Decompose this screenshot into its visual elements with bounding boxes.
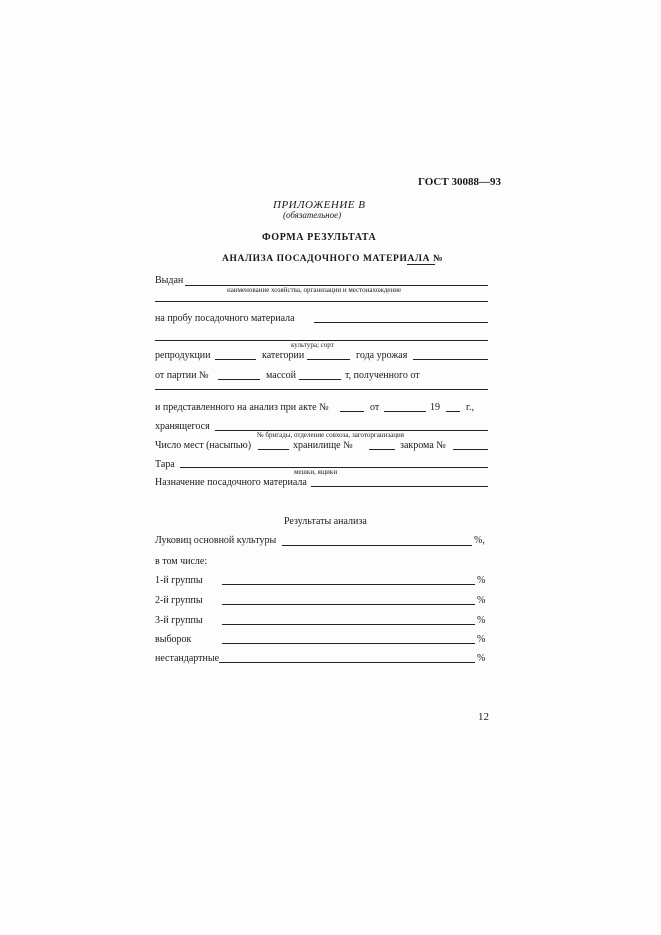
year-prefix: 19	[430, 402, 440, 413]
act-number-field	[340, 411, 364, 412]
container-caption: мешки, ящики	[294, 468, 338, 476]
container-label: Тара	[155, 459, 175, 470]
stored-label: хранящегося	[155, 421, 210, 432]
places-field	[258, 449, 289, 450]
batch-label: от партии №	[155, 370, 209, 381]
form-number-field	[407, 264, 435, 265]
form-subtitle: АНАЛИЗА ПОСАДОЧНОГО МАТЕРИАЛА №	[222, 254, 444, 264]
purpose-field	[311, 486, 488, 487]
row-unit: %	[477, 653, 486, 664]
reproduction-label: репродукции	[155, 350, 211, 361]
harvest-field	[413, 359, 488, 360]
bin-label: закрома №	[400, 440, 446, 451]
act-date-field	[384, 411, 426, 412]
category-field	[307, 359, 350, 360]
purpose-label: Назначение посадочного материала	[155, 477, 307, 488]
row-unit: %	[477, 595, 486, 606]
issued-label: Выдан	[155, 275, 184, 286]
page-number: 12	[478, 711, 489, 723]
stored-caption: № бригады, отделение совхоза, заготорганизация	[257, 431, 404, 439]
storage-field	[369, 449, 395, 450]
row-unit: %	[477, 615, 486, 626]
source-field	[155, 389, 488, 390]
year-field	[446, 411, 460, 412]
row-unit: %	[477, 634, 486, 645]
appendix-subtitle: (обязательное)	[283, 210, 342, 220]
row-label: 1-й группы	[155, 575, 203, 586]
row-field	[222, 643, 475, 644]
places-label: Число мест (насыпью)	[155, 440, 252, 451]
standard-number: ГОСТ 30088—93	[418, 176, 501, 188]
issued-field-2	[155, 301, 488, 302]
row-label: 2-й группы	[155, 595, 203, 606]
culture-caption: культура; сорт	[291, 341, 334, 349]
row-field	[222, 604, 475, 605]
mass-unit-label: т, полученного от	[345, 370, 420, 381]
row-field	[219, 662, 475, 663]
harvest-label: года урожая	[356, 350, 408, 361]
sample-field	[314, 322, 488, 323]
row-label: выборок	[155, 634, 192, 645]
bin-field	[453, 449, 488, 450]
batch-field	[218, 379, 260, 380]
mass-label: массой	[266, 370, 296, 381]
row-field	[222, 584, 475, 585]
results-title: Результаты анализа	[284, 516, 367, 527]
reproduction-field	[215, 359, 256, 360]
row-label: 3-й группы	[155, 615, 203, 626]
category-label: категории	[262, 350, 305, 361]
row-label: нестандартные	[155, 653, 220, 664]
mass-field	[299, 379, 341, 380]
main-culture-field	[282, 545, 472, 546]
presented-label: и представленного на анализ при акте №	[155, 402, 329, 413]
appendix-title: ПРИЛОЖЕНИЕ В	[273, 199, 366, 211]
issued-caption: наименование хозяйства, организации и местонахождение	[227, 286, 402, 294]
form-title: ФОРМА РЕЗУЛЬТАТА	[262, 232, 377, 243]
year-suffix: г.,	[466, 402, 474, 413]
storage-label: хранилище №	[293, 440, 353, 451]
row-unit: %	[477, 575, 486, 586]
main-culture-unit: %,	[474, 535, 485, 546]
from-label: от	[370, 402, 380, 413]
row-field	[222, 624, 475, 625]
including-label: в том числе:	[155, 556, 208, 567]
main-culture-label: Луковиц основной культуры	[155, 535, 277, 546]
sample-label: на пробу посадочного материала	[155, 313, 295, 324]
